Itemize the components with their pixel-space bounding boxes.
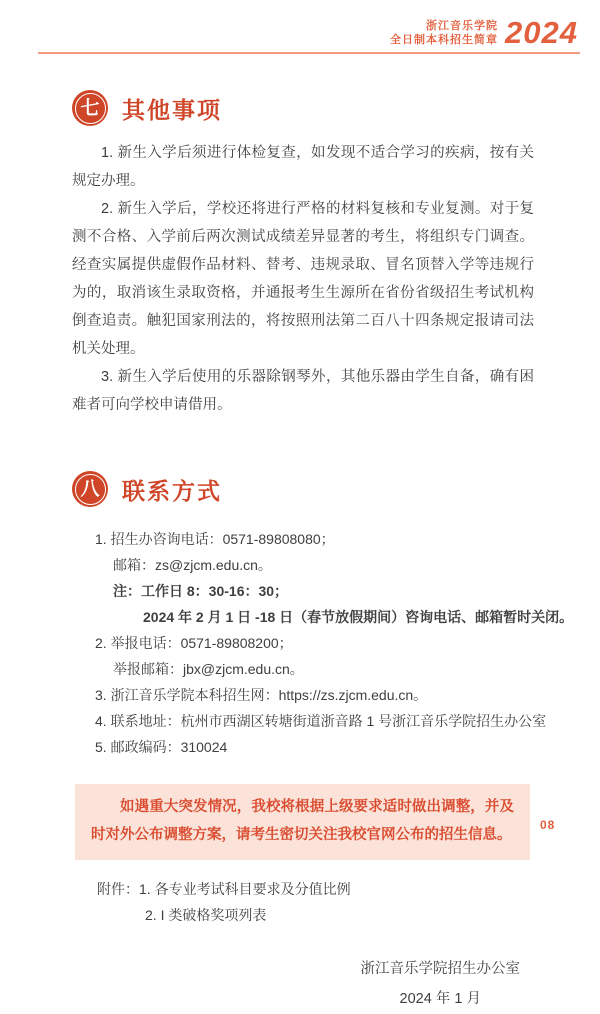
- emergency-notice-box: [75, 784, 530, 860]
- section-eight-number: 八: [80, 478, 100, 500]
- contact-holiday-note: 2024 年 2 月 1 日 -18 日（春节放假期间）咨询电话、邮箱暂时关闭。: [143, 609, 574, 625]
- brochure-title: 全日制本科招生简章: [390, 34, 499, 46]
- signature-block: [361, 954, 521, 1014]
- other-matters-paragraph: 2. 新生入学后，学校还将进行严格的材料复核和专业复测。对于复测不合格、入学前后两次测试成绩差异显著的考生，将组织专门调查。经查实属提供虚假作品材料、替考、违规录取、冒名顶替入学等违规行为的，取消该生录取资格，并通报考生生源所在省份省级招生考试机构倒查追责。触犯国家刑法的，将按照刑法第二百八十四条规定报请司法机关处理。: [72, 201, 534, 357]
- school-name-block: [390, 19, 498, 47]
- attachment-line-1: 附件：1. 各专业考试科目要求及分值比例: [97, 881, 351, 897]
- contact-phone-line: 1. 招生办咨询电话：0571-89808080；: [95, 531, 335, 547]
- other-matters-paragraph: 3. 新生入学后使用的乐器除钢琴外，其他乐器由学生自备，确有困难者可向学校申请借用。: [72, 369, 534, 413]
- contact-address-line: 4. 联系地址：杭州市西湖区转塘街道浙音路 1 号浙江音乐学院招生办公室: [95, 713, 547, 729]
- section-other-matters-title: 其他事项: [122, 96, 222, 123]
- section-contact-title: 联系方式: [122, 477, 222, 504]
- attachments-block: [97, 876, 600, 928]
- other-matters-paragraph: 1. 新生入学后须进行体检复查，如发现不适合学习的疾病，按有关规定办理。: [72, 145, 534, 189]
- emergency-notice-text: 如遇重大突发情况，我校将根据上级要求适时做出调整，并及时对外公布调整方案，请考生密切关注我校官网公布的招生信息。: [91, 799, 514, 843]
- postal-code-line: 5. 邮政编码：310024: [95, 739, 228, 755]
- school-name: 浙江音乐学院: [426, 20, 499, 32]
- contact-hours-note: 注：工作日 8：30-16：30；: [113, 583, 289, 599]
- section-other-matters-heading: [72, 90, 600, 126]
- other-matters-body: [72, 139, 534, 419]
- signature-date: 2024 年 1 月: [399, 991, 481, 1007]
- report-phone-line: 2. 举报电话：0571-89808200；: [95, 635, 293, 651]
- attachment-line-2: 2. I 类破格奖项列表: [145, 907, 267, 923]
- section-seven-number: 七: [80, 97, 100, 119]
- section-seven-badge-icon: [72, 90, 108, 126]
- page-number: 08: [540, 818, 556, 832]
- year-label: 2024: [505, 15, 578, 50]
- page-header: [0, 0, 600, 48]
- contact-list: [95, 526, 574, 760]
- report-email-line: 举报邮箱：jbx@zjcm.edu.cn。: [113, 661, 304, 677]
- contact-email-line: 邮箱：zs@zjcm.edu.cn。: [113, 557, 272, 573]
- signature-office: 浙江音乐学院招生办公室: [360, 961, 520, 977]
- admissions-website-line: 3. 浙江音乐学院本科招生网：https://zs.zjcm.edu.cn。: [95, 687, 428, 703]
- header-divider: [38, 52, 580, 54]
- section-eight-badge-icon: [72, 471, 108, 507]
- section-contact-heading: [72, 471, 600, 507]
